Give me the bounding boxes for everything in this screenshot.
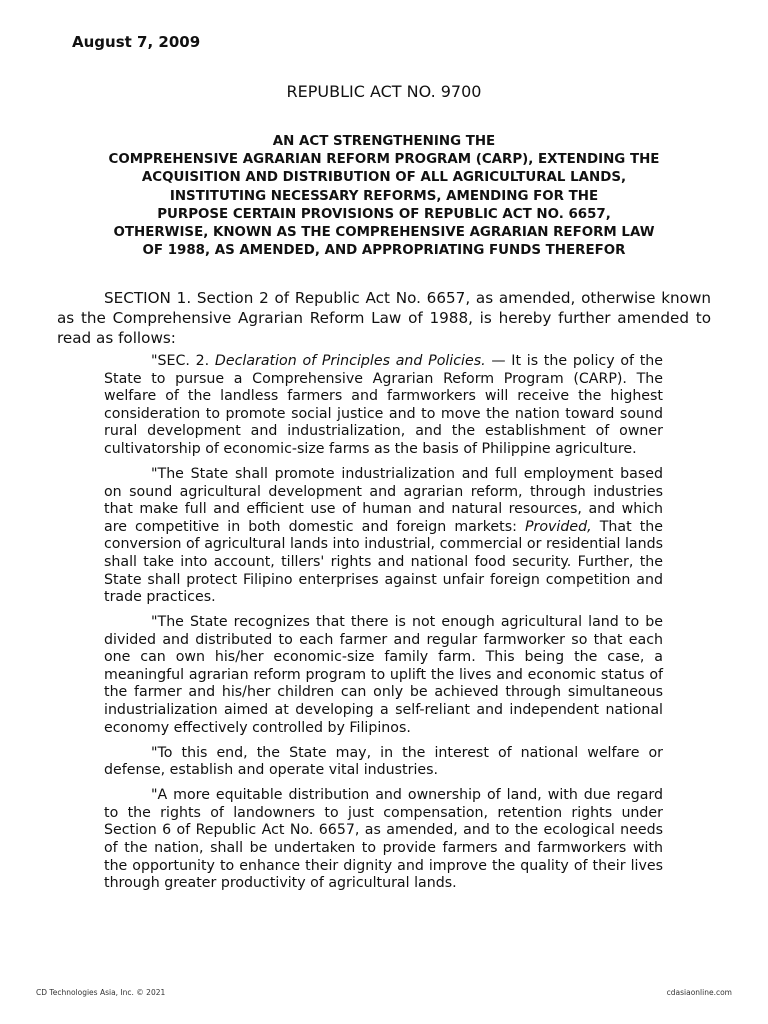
title-line: OTHERWISE, KNOWN AS THE COMPREHENSIVE AGRARIAN REFORM LAW <box>113 225 655 241</box>
section-1 <box>57 288 711 348</box>
provided-term: Provided, <box>524 518 592 535</box>
footer-site: cdasiaonline.com <box>666 988 732 997</box>
paragraph-equitable-distribution: "A more equitable distribution and ownership of land, with due regard to the rights of landowners to just compensation, retention rights under Section 6 of Republic Act No. 6657, as amended, and to the ecological needs of the nation, shall be undertaken to provide farmers and farmworkers with the opportunity to enhance their dignity and improve the quality of their lives through greater productivity of agricultural lands. <box>104 787 663 892</box>
title-line: INSTITUTING NECESSARY REFORMS, AMENDING FOR THE <box>169 188 599 204</box>
act-date: August 7, 2009 <box>72 33 201 51</box>
title-line: COMPREHENSIVE AGRARIAN REFORM PROGRAM (CARP), EXTENDING THE <box>108 152 660 168</box>
section-1-text: SECTION 1. Section 2 of Republic Act No. 6657, as amended, otherwise known as the Comprehensive Agrarian Reform Law of 1988, is hereby further amended to read as follows: <box>57 289 711 347</box>
title-line: ACQUISITION AND DISTRIBUTION OF ALL AGRICULTURAL LANDS, <box>141 170 627 186</box>
paragraph-policy <box>104 353 663 459</box>
footer-copyright: CD Technologies Asia, Inc. © 2021 <box>36 988 166 997</box>
paragraph-land-distribution: "The State recognizes that there is not enough agricultural land to be divided and distributed to each farmer and regular farmworker so that each one can own his/her economic-size family farm. This being the case, a meaningful agrarian reform program to uplift the lives and economic status of the farmer and his/her children can only be achieved through simultaneous industrialization aimed at developing a self-reliant and independent national economy effectively controlled by Filipinos. <box>104 614 663 736</box>
paragraph-text: — It is the policy of the State to pursue a Comprehensive Agrarian Reform Program (CARP). The welfare of the landless farmers and farmworkers will receive the highest consideration to promote social justice and to move the nation toward sound rural development and industrialization, and the establishment of owner cultivatorship of economic-size farms as the basis of Philippine agriculture. <box>104 353 664 457</box>
title-line: OF 1988, AS AMENDED, AND APPROPRIATING FUNDS THEREFOR <box>142 243 626 259</box>
paragraph-vital-industries: "To this end, the State may, in the interest of national welfare or defense, establish and operate vital industries. <box>104 744 663 779</box>
sec-2-quoted-text <box>104 353 663 900</box>
act-number: REPUBLIC ACT NO. 9700 <box>286 82 482 101</box>
title-line: AN ACT STRENGTHENING THE <box>272 134 496 149</box>
paragraph-industrialization <box>104 466 663 607</box>
sec-2-lead: "SEC. 2. <box>151 353 215 369</box>
title-line: PURPOSE CERTAIN PROVISIONS OF REPUBLIC ACT NO. 6657, <box>157 206 611 222</box>
sec-2-heading: Declaration of Principles and Policies. <box>214 353 486 369</box>
paragraph-text: "The State shall promote industrialization and full employment based on sound agricultural development and agrarian reform, through industries that make full and efficient use of human and natural resources, and which are competitive in both domestic and foreign markets: <box>104 465 663 535</box>
act-title <box>52 133 716 260</box>
paragraph-text: That the conversion of agricultural lands into industrial, commercial or residential lands shall take into account, tillers' rights and national food security. Further, the State shall protect Filipino enterprises against unfair foreign competition and trade practices. <box>104 518 664 606</box>
